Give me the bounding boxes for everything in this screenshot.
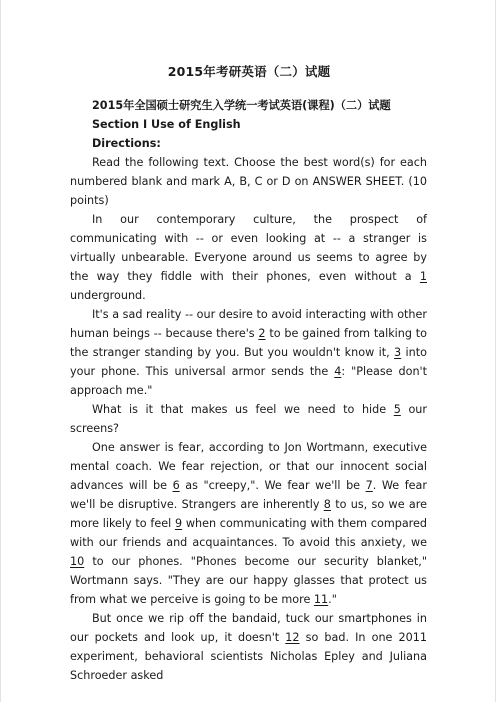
blank-6: 6: [172, 479, 180, 492]
blank-2: 2: [258, 327, 266, 340]
blank-1: 1: [419, 270, 427, 283]
blank-12: 12: [285, 631, 300, 644]
blank-3: 3: [394, 346, 402, 359]
paragraph-2: It's a sad reality -- our desire to avoid interacting with other human beings -- because there's 2 to be gained from talking to the stranger standing by you. But you wouldn't know it, 3 into your phone. This universal armor sends the 4: "Please don't approach me.": [70, 308, 427, 397]
paragraph-5: But once we rip off the bandaid, tuck our smartphones in our pockets and look up, it doesn't 12 so bad. In one 2011 experiment, behavioral scientists Nicholas Epley and Juliana Schroeder asked: [70, 612, 427, 682]
paragraph-3: What is it that makes us feel we need to hide 5 our screens?: [70, 403, 427, 435]
blank-4: 4: [334, 365, 342, 378]
directions-text: Read the following text. Choose the best word(s) for each numbered blank and mark A, B, C or D on ANSWER SHEET. (10 points): [70, 156, 427, 207]
directions-label: Directions:: [92, 137, 161, 150]
blank-11: 11: [313, 593, 329, 606]
exam-subtitle: 2015年全国硕士研究生入学统一考试英语(课程)（二）试题: [92, 99, 391, 112]
document-body: [70, 96, 427, 685]
page-title: 2015年考研英语（二）试题: [167, 64, 331, 79]
blank-10: 10: [70, 555, 85, 568]
blank-8: 8: [323, 498, 331, 511]
blank-7: 7: [365, 479, 373, 492]
paragraph-4: One answer is fear, according to Jon Wortmann, executive mental coach. We fear rejection, or that our innocent social advances will be 6 as "creepy,". We fear we'll be 7. We fear we'll be disruptive. Strangers are inherently 8 to us, so we are more likely to feel 9 when communicating with them compared with our friends and acquaintances. To avoid this anxiety, we 10 to our phones. "Phones become our security blanket," Wortmann says. "They are our happy glasses that protect us from what we perceive is going to be more 11.": [70, 441, 428, 606]
blank-9: 9: [174, 517, 183, 530]
blank-5: 5: [393, 403, 401, 416]
paragraph-1: In our contemporary culture, the prospect of communicating with -- or even looking at -- a stranger is virtually unbearable. Everyone around us seems to agree by the way they fiddle with their phones, even without a 1 underground.: [70, 213, 427, 302]
section-heading: Section I Use of English: [92, 118, 241, 131]
